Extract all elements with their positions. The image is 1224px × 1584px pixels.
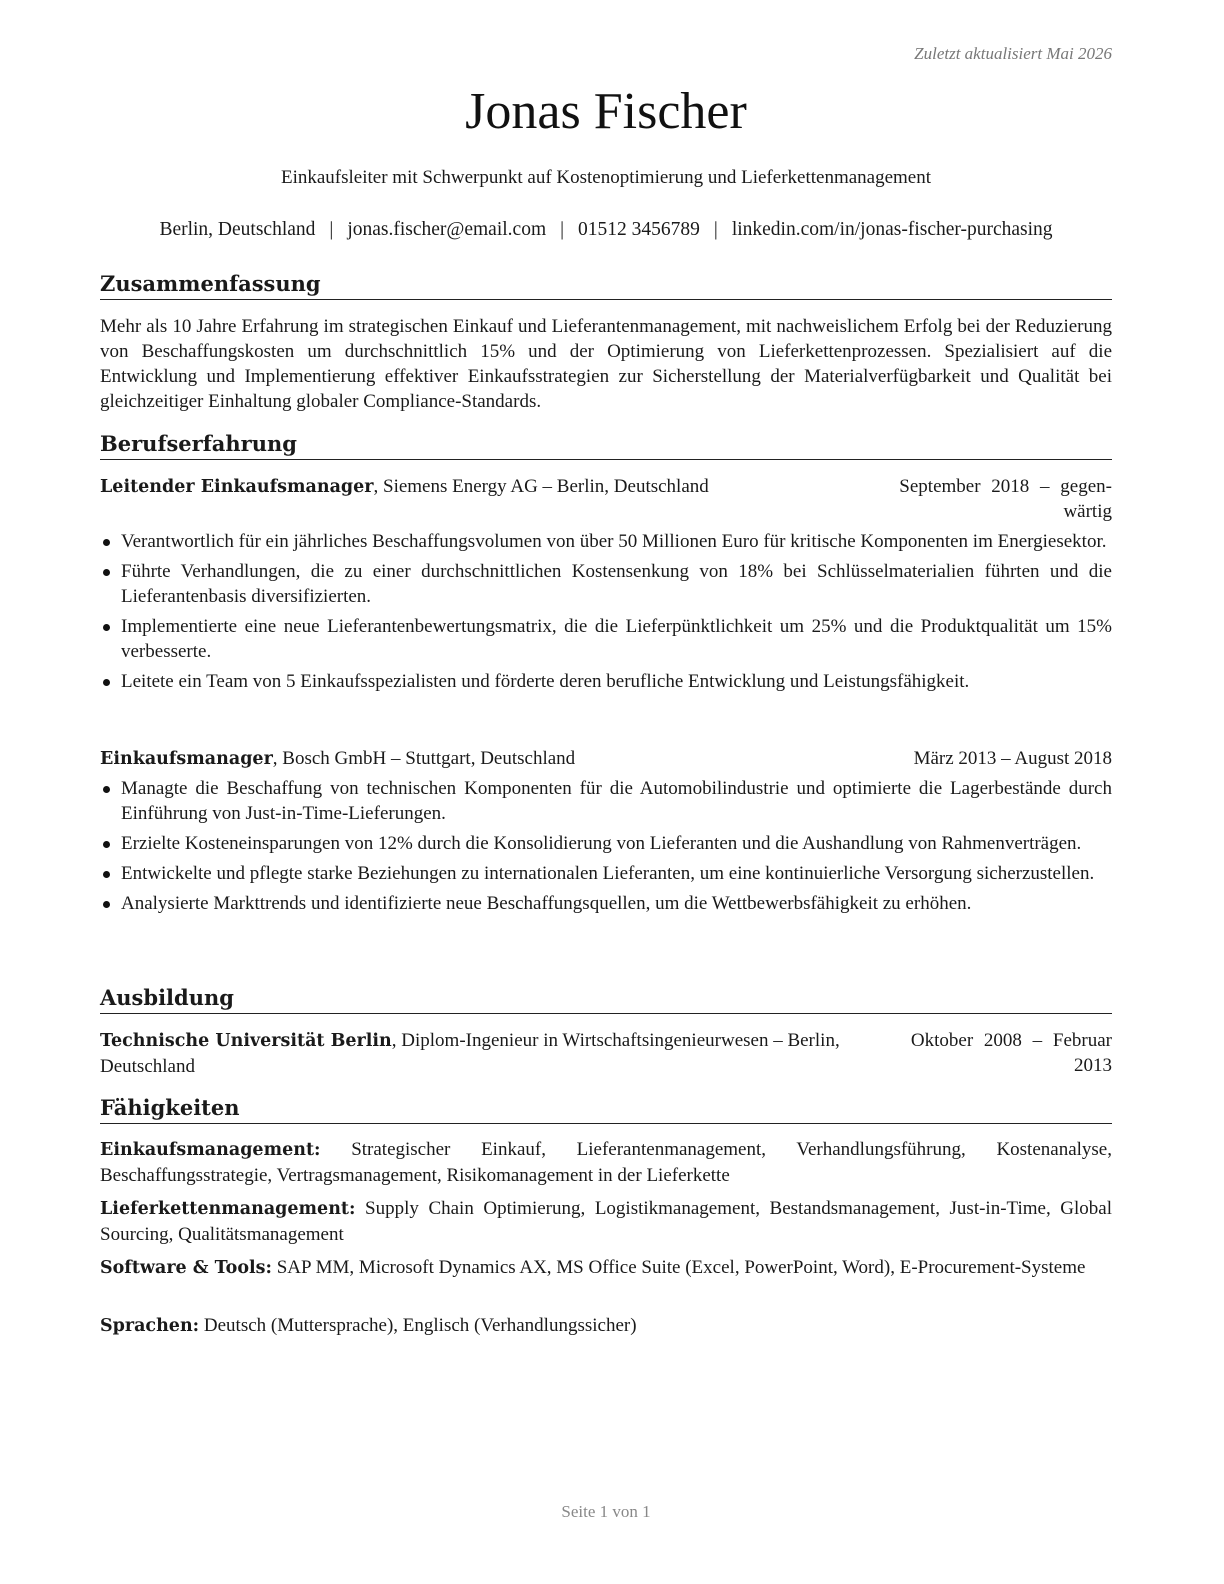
contact-line <box>100 219 1112 241</box>
education-school: Technische Universität Berlin <box>100 1031 392 1051</box>
skill-label: Software & Tools: <box>100 1258 272 1278</box>
skill-text: Supply Chain Optimierung, Logistikmanagement, Bestandsmanagement, Just-in-Time, Global Sourcing, Qualitätsmanagement <box>100 1198 1112 1245</box>
skill-text: Deutsch (Muttersprache), Englisch (Verhandlungssicher) <box>199 1315 637 1336</box>
list-item: Entwickelte und pflegte starke Beziehungen zu internationalen Lieferanten, um eine kontinuierliche Versorgung sicherzustellen. <box>100 861 1112 886</box>
job-dates <box>899 474 1112 524</box>
contact-location: Berlin, Deutschland <box>159 219 316 240</box>
contact-linkedin[interactable]: linkedin.com/in/jonas-fischer-purchasing <box>731 219 1053 240</box>
section-title-experience: Berufserfahrung <box>100 430 1112 460</box>
list-item: Implementierte eine neue Lieferantenbewertungsmatrix, die die Lieferpünktlichkeit um 25% und die Produktqualität um 15% verbesserte. <box>100 614 1112 664</box>
skill-row <box>100 1137 1112 1188</box>
skill-label: Sprachen: <box>100 1316 200 1336</box>
candidate-name: Jonas Fischer <box>465 83 747 140</box>
list-item: Verantwortlich für ein jährliches Beschaffungsvolumen von über 50 Millionen Euro für kritische Komponenten im Energiesektor. <box>100 529 1112 554</box>
education-degree: , Diplom-Ingenieur in Wirtschaftsingenieurwesen – Berlin, <box>391 1030 840 1051</box>
bullet-icon <box>103 569 110 576</box>
bullet-icon <box>103 786 110 793</box>
job-title-line <box>100 746 575 772</box>
bullet-icon <box>103 901 110 908</box>
education-dates <box>911 1028 1112 1078</box>
bullet-icon <box>103 871 110 878</box>
resume-page <box>100 0 1112 1584</box>
education-degree-cont: Deutschland <box>100 1056 195 1077</box>
candidate-tagline: Einkaufsleiter mit Schwerpunkt auf Kostenoptimierung und Lieferkettenmanagement <box>280 167 932 188</box>
list-item: Analysierte Markttrends und identifizierte neue Beschaffungsquellen, um die Wettbewerbsfähigkeit zu erhöhen. <box>100 891 1112 916</box>
list-item: Managte die Beschaffung von technischen Komponenten für die Automobilindustrie und optimierte die Lagerbestände durch Einführung von Just-in-Time-Lieferungen. <box>100 776 1112 826</box>
job-dates-line: März 2013 – August 2018 <box>913 748 1112 769</box>
bullet-icon <box>103 539 110 546</box>
job-title-line <box>100 474 709 500</box>
job-dates <box>914 746 1112 771</box>
skill-label: Einkaufsmanagement: <box>100 1140 321 1160</box>
job-role: Einkaufsmanager <box>100 749 273 769</box>
job-header <box>100 474 1112 524</box>
education-dates-line: 2013 <box>1074 1055 1112 1076</box>
job-company: , Siemens Energy AG – Berlin, Deutschland <box>373 476 709 497</box>
job-dates-line: wärtig <box>1063 501 1112 522</box>
page-number: Seite 1 von 1 <box>561 1502 651 1521</box>
list-item: Leitete ein Team von 5 Einkaufsspezialisten und förderte deren berufliche Entwicklung und Leistungsfähigkeit. <box>100 669 1112 694</box>
skill-row <box>100 1255 1112 1281</box>
job-role: Leitender Einkaufsmanager <box>100 477 374 497</box>
skill-text: Strategischer Einkauf, Lieferantenmanagement, Verhandlungsführung, Kostenanalyse, Beschaffungsstrategie, Vertragsmanagement, Risikomanagement in der Lieferkette <box>100 1139 1112 1186</box>
contact-email[interactable]: jonas.fischer@email.com <box>347 219 547 240</box>
contact-separator: | <box>560 219 565 240</box>
list-item: Erzielte Kosteneinsparungen von 12% durch die Konsolidierung von Lieferanten und die Aushandlung von Rahmenverträgen. <box>100 831 1112 856</box>
list-item: Führte Verhandlungen, die zu einer durchschnittlichen Kostensenkung von 18% bei Schlüsselmaterialien führten und die Lieferantenbasis diversifizierten. <box>100 559 1112 609</box>
education-school-line <box>100 1028 840 1079</box>
job-dates-line: September 2018 – gegen- <box>899 476 1112 497</box>
skill-label: Lieferkettenmanagement: <box>100 1199 356 1219</box>
summary-text: Mehr als 10 Jahre Erfahrung im strategischen Einkauf und Lieferantenmanagement, mit nachweislichem Erfolg bei der Reduzierung von Beschaffungskosten um durchschnittlich 15% und der Optimierung von Lieferkettenprozessen. Spezialisiert auf die Entwicklung und Implementierung effektiver Einkaufsstrategien zur Sicherstellung der Materialverfügbarkeit und Qualität bei gleichzeitiger Einhaltung globaler Compliance-Standards. <box>100 316 1112 412</box>
bullet-icon <box>103 624 110 631</box>
education-entry <box>100 1028 1112 1078</box>
section-title-education: Ausbildung <box>100 984 1112 1014</box>
section-title-summary: Zusammenfassung <box>100 270 1112 300</box>
bullet-icon <box>103 841 110 848</box>
job-bullets <box>100 529 1112 699</box>
contact-phone: 01512 3456789 <box>578 219 700 240</box>
job-bullets <box>100 776 1112 921</box>
skill-text: SAP MM, Microsoft Dynamics AX, MS Office Suite (Excel, PowerPoint, Word), E-Procurement-Systeme <box>271 1257 1086 1278</box>
job-header <box>100 746 1112 771</box>
skill-row <box>100 1313 1112 1339</box>
bullet-icon <box>103 679 110 686</box>
section-title-skills: Fähigkeiten <box>100 1094 1112 1124</box>
last-updated: Zuletzt aktualisiert Mai 2026 <box>914 44 1112 63</box>
skill-row <box>100 1196 1112 1247</box>
education-dates-line: Oktober 2008 – Februar <box>910 1030 1112 1051</box>
job-company: , Bosch GmbH – Stuttgart, Deutschland <box>272 748 576 769</box>
contact-separator: | <box>713 219 718 240</box>
contact-separator: | <box>329 219 334 240</box>
